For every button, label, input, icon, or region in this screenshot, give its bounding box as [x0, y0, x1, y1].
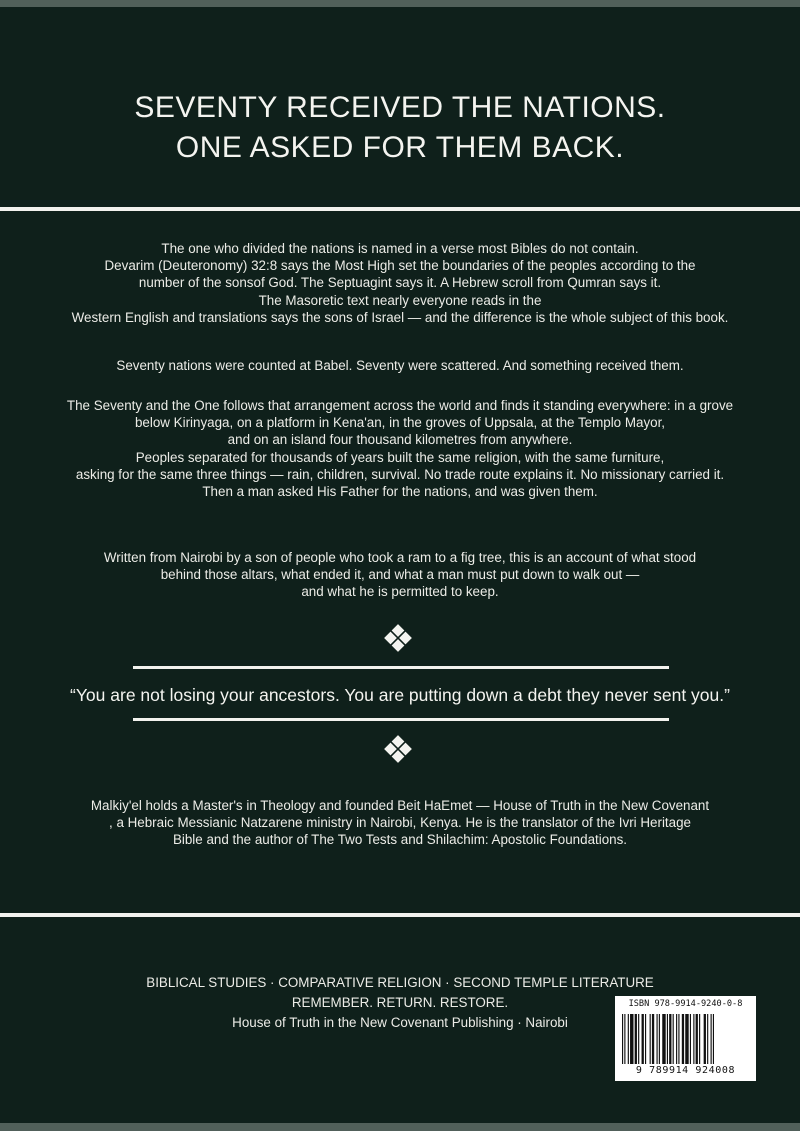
footer-publisher: House of Truth in the New Covenant Publishing · Nairobi [232, 1015, 568, 1030]
barcode-bar [682, 1014, 684, 1064]
barcode-bar [678, 1014, 679, 1064]
intro-line: number of the sonsof God. The Septuagint says it. A Hebrew scroll from Qumran says it. [138, 275, 662, 291]
top-edge-band [0, 0, 800, 7]
intro-paragraph [0, 240, 800, 326]
barcode-bar [662, 1014, 665, 1064]
bottom-edge-band [0, 1123, 800, 1131]
arrangement-line: and on an island four thousand kilometres from anywhere. [227, 432, 573, 448]
arrangement-line: Then a man asked His Father for the nations, and was given them. [202, 484, 598, 500]
barcode-bar [657, 1014, 658, 1064]
barcode-bar [704, 1014, 706, 1064]
seventy-line: Seventy nations were counted at Babel. Seventy were scattered. And something received them. [116, 358, 684, 373]
divider-rule-bottom [0, 913, 800, 917]
isbn-barcode [615, 996, 756, 1081]
diamond-ornament-icon [383, 734, 417, 768]
barcode-bar [667, 1014, 668, 1064]
headline [0, 88, 800, 168]
written-paragraph [0, 549, 800, 601]
arrangement-line: Peoples separated for thousands of years built the same religion, with the same furniture, [135, 449, 665, 465]
intro-line: The one who divided the nations is named in a verse most Bibles do not contain. [161, 241, 639, 256]
bio-line: Malkiy'el holds a Master's in Theology and founded Beit HaEmet — House of Truth in the New Covenant [90, 798, 710, 813]
ean-number: 9 789914 924008 [635, 1065, 736, 1076]
diamond-ornament-icon [383, 623, 417, 657]
barcode-bar [642, 1014, 644, 1064]
headline-line-2: ONE ASKED FOR THEM BACK. [175, 131, 625, 164]
barcode-bar [638, 1014, 639, 1064]
footer-categories: BIBLICAL STUDIES · COMPARATIVE RELIGION · SECOND TEMPLE LITERATURE [146, 975, 654, 990]
barcode-bar [685, 1014, 688, 1064]
intro-line: Western English and translations says the sons of Israel — and the difference is the whole subject of this book. [71, 309, 729, 325]
barcode-bar [652, 1014, 654, 1064]
barcode-bars [622, 1014, 749, 1064]
barcode-bar [676, 1014, 677, 1064]
barcode-bar [707, 1014, 708, 1064]
barcode-bar [635, 1014, 637, 1064]
barcode-bar [696, 1014, 698, 1064]
arrangement-paragraph [0, 397, 800, 500]
author-bio [0, 797, 800, 849]
barcode-bar [659, 1014, 660, 1064]
bio-line: , a Hebraic Messianic Natzarene ministry in Nairobi, Kenya. He is the translator of the Ivri Heritage [109, 815, 691, 831]
quote-rule-bottom [133, 718, 669, 721]
barcode-bar [630, 1014, 633, 1064]
barcode-bar [690, 1014, 691, 1064]
divider-rule-top [0, 207, 800, 211]
barcode-bar [650, 1014, 651, 1064]
written-line: behind those altars, what ended it, and what a man must put down to walk out — [160, 567, 640, 583]
intro-line: Devarim (Deuteronomy) 32:8 says the Most High set the boundaries of the peoples according to the [104, 258, 696, 274]
bio-line: Bible and the author of The Two Tests and Shilachim: Apostolic Foundations. [172, 832, 628, 848]
arrangement-line: below Kirinyaga, on a platform in Kena'an, in the groves of Uppsala, at the Templo Mayor, [134, 415, 666, 431]
headline-line-1: SEVENTY RECEIVED THE NATIONS. [134, 91, 666, 124]
barcode-bar [645, 1014, 646, 1064]
arrangement-line: asking for the same three things — rain, children, survival. No trade route explains it. No missionary carried it. [75, 466, 725, 482]
intro-line: The Masoretic text nearly everyone reads in the [258, 292, 542, 308]
barcode-bar [669, 1014, 671, 1064]
barcode-bar [713, 1014, 714, 1064]
barcode-bar [699, 1014, 700, 1064]
quote-rule-top [133, 666, 669, 669]
written-line: and what he is permitted to keep. [301, 584, 499, 600]
barcode-bar [693, 1014, 694, 1064]
barcode-bar [711, 1014, 712, 1064]
footer-motto: REMEMBER. RETURN. RESTORE. [291, 995, 509, 1010]
isbn-label: ISBN 978-9914-9240-0-8 [628, 999, 743, 1009]
barcode-bar [622, 1014, 623, 1064]
written-line: Written from Nairobi by a son of people who took a ram to a fig tree, this is an account of what stood [103, 550, 697, 565]
barcode-bar [673, 1014, 674, 1064]
barcode-bar [628, 1014, 629, 1064]
seventy-paragraph [0, 357, 800, 374]
barcode-bar [624, 1014, 625, 1064]
arrangement-line: The Seventy and the One follows that arrangement across the world and finds it standing everywhere: in a grove [66, 398, 734, 413]
pull-quote: “You are not losing your ancestors. You are putting down a debt they never sent you.” [70, 685, 730, 705]
